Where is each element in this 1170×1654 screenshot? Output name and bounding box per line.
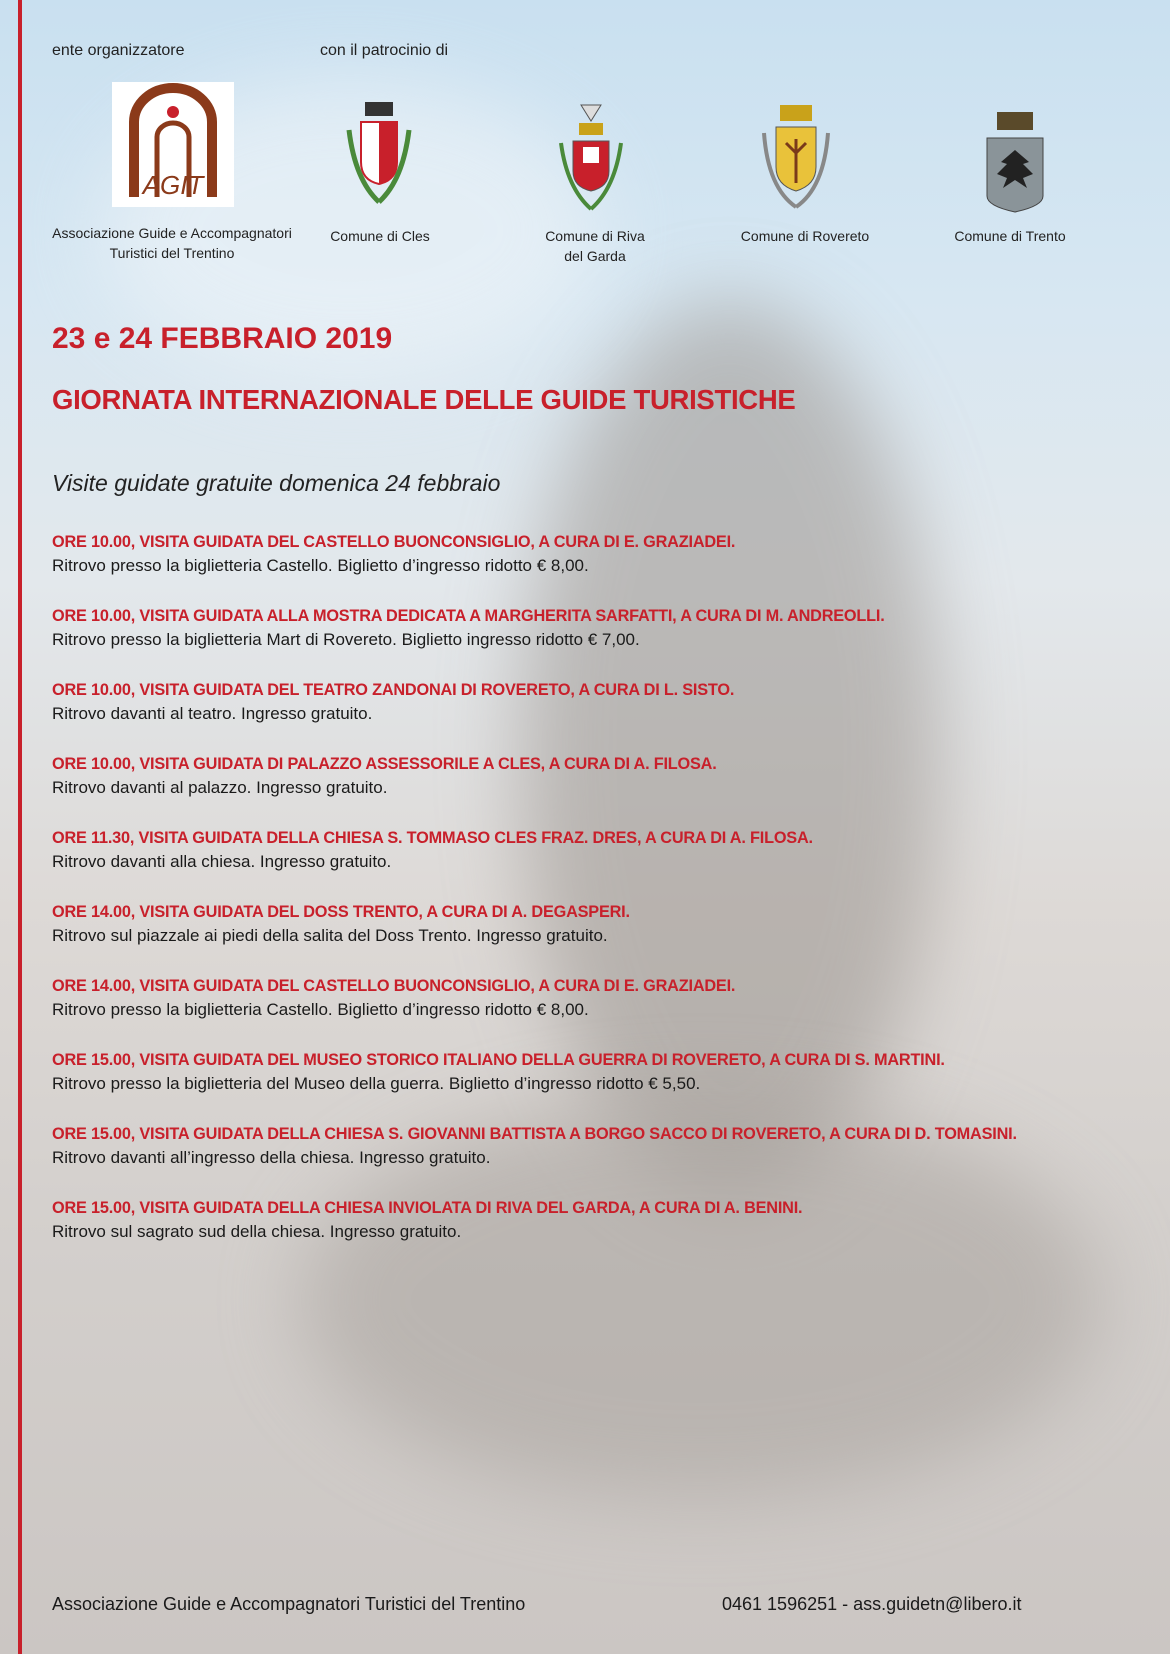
caption-line: Turistici del Trentino — [109, 245, 235, 261]
visit-item — [52, 900, 1162, 948]
visit-title: ORE 14.00, VISITA GUIDATA DEL DOSS TRENTO, A CURA DI A. DEGASPERI. — [52, 903, 630, 921]
visit-info: Ritrovo sul sagrato sud della chiesa. Ingresso gratuito. — [52, 1222, 462, 1241]
visit-title: ORE 10.00, VISITA GUIDATA DEL TEATRO ZANDONAI DI ROVERETO, A CURA DI L. SISTO. — [52, 681, 735, 699]
visit-info: Ritrovo sul piazzale ai piedi della salita del Doss Trento. Ingresso gratuito. — [52, 926, 608, 945]
footer-contact: 0461 1596251 - ass.guidetn@libero.it — [722, 1594, 1022, 1614]
visit-item — [52, 530, 1162, 578]
patron-caption-riva — [530, 226, 660, 266]
visit-item — [52, 974, 1162, 1022]
patron-caption-cles — [320, 226, 440, 246]
visit-item — [52, 678, 1162, 726]
patron-caption-trento — [935, 226, 1085, 246]
caption-line: Comune di Cles — [330, 228, 430, 244]
visit-title: ORE 14.00, VISITA GUIDATA DEL CASTELLO BUONCONSIGLIO, A CURA DI E. GRAZIADEI. — [52, 977, 736, 995]
patron-caption-rovereto — [720, 226, 890, 246]
visit-info: Ritrovo presso la biglietteria Castello. Biglietto d’ingresso ridotto € 8,00. — [52, 556, 589, 575]
visit-title: ORE 15.00, VISITA GUIDATA DELLA CHIESA INVIOLATA DI RIVA DEL GARDA, A CURA DI A. BENINI. — [52, 1199, 803, 1217]
visit-title: ORE 15.00, VISITA GUIDATA DEL MUSEO STORICO ITALIANO DELLA GUERRA DI ROVERETO, A CURA DI S. MARTINI. — [52, 1051, 945, 1069]
caption-line: Comune di Rovereto — [740, 228, 870, 244]
visit-item — [52, 604, 1162, 652]
visit-list — [52, 530, 1162, 1270]
visit-item — [52, 1196, 1162, 1244]
visit-title: ORE 10.00, VISITA GUIDATA ALLA MOSTRA DEDICATA A MARGHERITA SARFATTI, A CURA DI M. ANDREOLLI. — [52, 607, 885, 625]
patronage-label: con il patrocinio di — [320, 42, 449, 59]
visit-info: Ritrovo davanti alla chiesa. Ingresso gratuito. — [52, 852, 392, 871]
subtitle: Visite guidate gratuite domenica 24 febbraio — [52, 470, 501, 496]
accent-bar — [18, 0, 22, 1654]
visit-info: Ritrovo davanti all’ingresso della chiesa. Ingresso gratuito. — [52, 1148, 491, 1167]
visit-info: Ritrovo davanti al teatro. Ingresso gratuito. — [52, 704, 373, 723]
caption-line: Comune di Trento — [954, 228, 1066, 244]
footer-organization: Associazione Guide e Accompagnatori Turistici del Trentino — [52, 1594, 526, 1614]
visit-info: Ritrovo presso la biglietteria del Museo della guerra. Biglietto d’ingresso ridotto € 5,50. — [52, 1074, 701, 1093]
visit-title: ORE 15.00, VISITA GUIDATA DELLA CHIESA S. GIOVANNI BATTISTA A BORGO SACCO DI ROVERETO, A CURA DI D. TOMASINI. — [52, 1125, 1017, 1143]
visit-info: Ritrovo presso la biglietteria Castello. Biglietto d’ingresso ridotto € 8,00. — [52, 1000, 589, 1019]
rovereto-crest-icon — [756, 103, 836, 218]
visit-item — [52, 1048, 1162, 1096]
visit-item — [52, 826, 1162, 874]
event-date: 23 e 24 FEBBRAIO 2019 — [52, 322, 393, 355]
visit-item — [52, 752, 1162, 800]
trento-crest-icon — [985, 110, 1045, 220]
visit-title: ORE 10.00, VISITA GUIDATA DI PALAZZO ASSESSORILE A CLES, A CURA DI A. FILOSA. — [52, 755, 717, 773]
caption-line: Comune di Riva — [545, 228, 645, 244]
cles-crest-icon — [343, 100, 415, 215]
organizer-caption — [42, 223, 302, 263]
event-title: GIORNATA INTERNAZIONALE DELLE GUIDE TURISTICHE — [52, 384, 796, 415]
caption-line: Associazione Guide e Accompagnatori — [52, 225, 292, 241]
visit-title: ORE 11.30, VISITA GUIDATA DELLA CHIESA S. TOMMASO CLES FRAZ. DRES, A CURA DI A. FILOSA. — [52, 829, 813, 847]
organizer-label: ente organizzatore — [52, 42, 185, 59]
riva-crest-icon — [555, 103, 627, 218]
visit-item — [52, 1122, 1162, 1170]
visit-info: Ritrovo presso la biglietteria Mart di Rovereto. Biglietto ingresso ridotto € 7,00. — [52, 630, 640, 649]
agit-logo — [112, 82, 234, 207]
visit-title: ORE 10.00, VISITA GUIDATA DEL CASTELLO BUONCONSIGLIO, A CURA DI E. GRAZIADEI. — [52, 533, 736, 551]
svg-text:AGIT: AGIT — [142, 170, 204, 200]
caption-line: del Garda — [564, 248, 626, 264]
visit-info: Ritrovo davanti al palazzo. Ingresso gratuito. — [52, 778, 388, 797]
